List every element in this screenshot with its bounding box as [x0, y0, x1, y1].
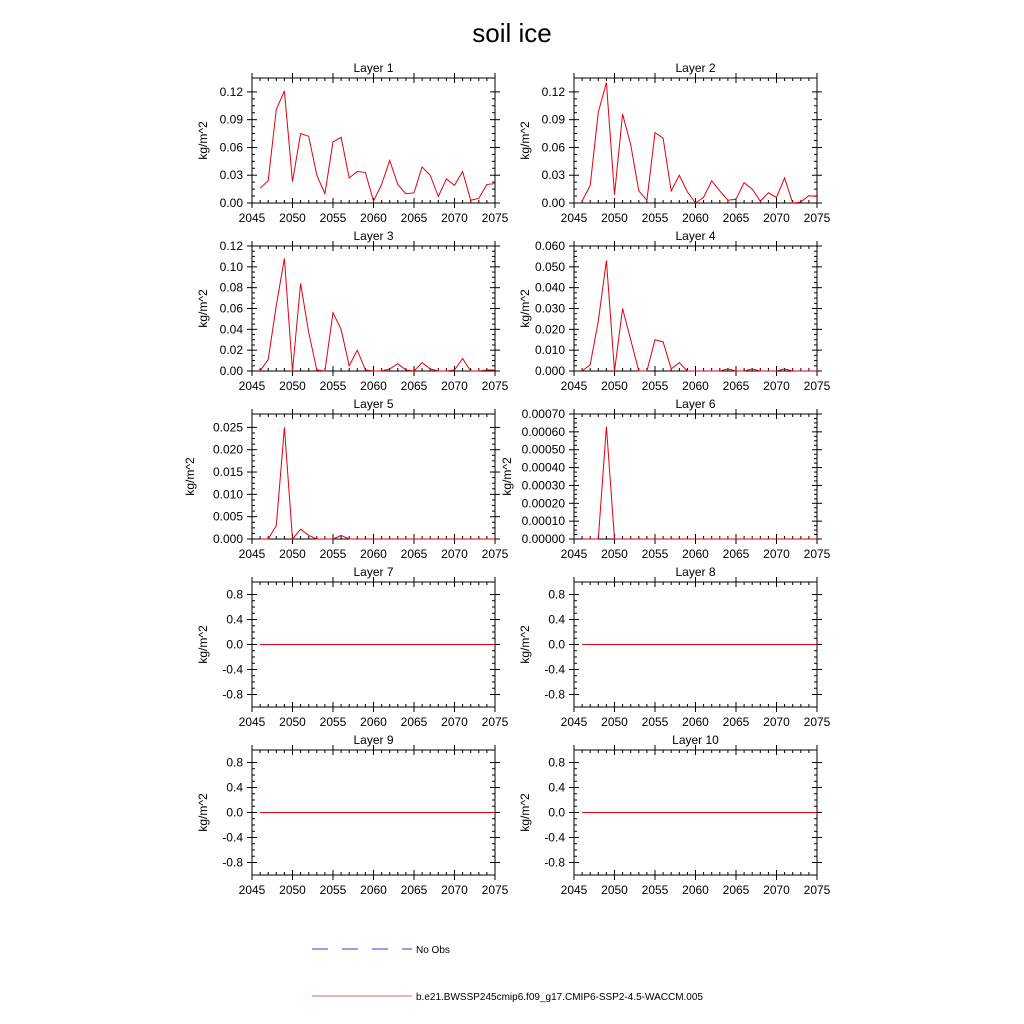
layer-9-title: Layer 9	[353, 733, 394, 747]
layer-6-ytick-label: 0.00060	[521, 424, 565, 439]
layer-2-xtick-label: 2045	[560, 211, 588, 225]
layer-9-xtick-label: 2065	[400, 883, 428, 897]
layer-1-xtick-label: 2050	[279, 211, 306, 225]
layer-2-xtick-label: 2055	[641, 211, 669, 225]
layer-3-ytick-label: 0.06	[219, 301, 243, 316]
layer-3-xtick-label: 2065	[400, 379, 428, 393]
layer-10-xtick-label: 2055	[641, 883, 669, 897]
layer-10-xtick-label: 2070	[763, 883, 790, 897]
layer-2-panel	[518, 61, 831, 225]
layer-8-ytick-label: 0.8	[548, 587, 565, 602]
layer-4-xtick-label: 2070	[763, 379, 790, 393]
legend-no-obs-label: No Obs	[416, 945, 450, 956]
layer-9-ytick-label: 0.0	[226, 805, 243, 820]
layer-6-ytick-label: 0.00050	[521, 442, 565, 457]
layer-2-title: Layer 2	[675, 61, 716, 75]
layer-4-series-line	[582, 261, 817, 371]
layer-3-series-line	[260, 259, 495, 372]
layer-1-xtick-label: 2055	[319, 211, 347, 225]
layer-7-title: Layer 7	[353, 565, 394, 579]
layer-8-ylabel: kg/m^2	[518, 625, 532, 664]
layer-1-xtick-label: 2045	[238, 211, 266, 225]
layer-5-xtick-label: 2060	[360, 547, 387, 561]
layer-6-xtick-label: 2060	[682, 547, 709, 561]
layer-6-xtick-label: 2055	[641, 547, 669, 561]
layer-5-ytick-label: 0.020	[212, 442, 243, 457]
layer-8-xtick-label: 2055	[641, 715, 669, 729]
layer-4-xtick-label: 2045	[560, 379, 588, 393]
layer-4-ylabel: kg/m^2	[518, 289, 532, 328]
layer-4-ytick-label: 0.050	[534, 259, 565, 274]
layer-4-ytick-label: 0.020	[534, 322, 565, 337]
layer-4-ytick-label: 0.010	[534, 343, 565, 358]
layer-6-panel	[500, 397, 831, 561]
layer-1-panel	[196, 61, 509, 225]
layer-6-ytick-label: 0.00030	[521, 478, 565, 493]
layer-8-title: Layer 8	[675, 565, 716, 579]
layer-8-xtick-label: 2070	[763, 715, 790, 729]
layer-5-ytick-label: 0.000	[212, 532, 243, 546]
layer-10-ylabel: kg/m^2	[518, 793, 532, 832]
layer-6-series-line	[582, 427, 817, 540]
layer-10-ytick-label: -0.4	[544, 830, 565, 845]
layer-7-xtick-label: 2070	[441, 715, 468, 729]
layer-3-ytick-label: 0.02	[219, 343, 243, 358]
layer-6-xtick-label: 2070	[763, 547, 790, 561]
layer-7-ylabel: kg/m^2	[196, 625, 210, 664]
layer-9-panel	[196, 733, 509, 897]
layer-7-xtick-label: 2045	[238, 715, 266, 729]
layer-3-ytick-label: 0.08	[219, 280, 243, 295]
layer-5-title: Layer 5	[353, 397, 394, 411]
layer-1-ytick-label: 0.12	[219, 84, 243, 99]
layer-4-ytick-label: 0.040	[534, 280, 565, 295]
layer-3-xtick-label: 2070	[441, 379, 468, 393]
layer-6-ytick-label: 0.00010	[521, 514, 565, 529]
layer-5-xtick-label: 2065	[400, 547, 428, 561]
layer-1-ytick-label: 0.03	[219, 168, 243, 183]
layer-7-xtick-label: 2060	[360, 715, 387, 729]
layer-6-ytick-label: 0.00000	[521, 532, 565, 546]
layer-5-panel	[183, 397, 509, 561]
layer-9-ytick-label: -0.8	[222, 855, 243, 870]
layer-9-xtick-label: 2055	[319, 883, 347, 897]
layer-1-xtick-label: 2070	[441, 211, 468, 225]
layer-2-ytick-label: 0.06	[541, 140, 565, 155]
layer-8-xtick-label: 2045	[560, 715, 588, 729]
layer-3-ytick-label: 0.10	[219, 259, 243, 274]
layer-7-ytick-label: 0.8	[226, 587, 243, 602]
layer-6-xtick-label: 2075	[803, 547, 831, 561]
layer-9-xtick-label: 2050	[279, 883, 306, 897]
layer-7-xtick-label: 2075	[481, 715, 509, 729]
layer-2-xtick-label: 2075	[803, 211, 831, 225]
layer-8-ytick-label: -0.4	[544, 662, 565, 677]
layer-4-xtick-label: 2050	[601, 379, 628, 393]
layer-1-xtick-label: 2060	[360, 211, 387, 225]
layer-6-xtick-label: 2050	[601, 547, 628, 561]
layer-3-xtick-label: 2075	[481, 379, 509, 393]
layer-7-ytick-label: -0.4	[222, 662, 243, 677]
layer-10-ytick-label: 0.0	[548, 805, 565, 820]
layer-5-xtick-label: 2070	[441, 547, 468, 561]
layer-2-xtick-label: 2070	[763, 211, 790, 225]
layer-4-xtick-label: 2065	[722, 379, 750, 393]
layer-3-ytick-label: 0.00	[219, 364, 243, 378]
layer-4-ytick-label: 0.000	[534, 364, 565, 378]
layer-10-ytick-label: -0.8	[544, 855, 565, 870]
layer-5-ylabel: kg/m^2	[183, 457, 197, 496]
layer-2-ytick-label: 0.00	[541, 196, 565, 210]
layer-7-panel	[196, 565, 509, 729]
layer-2-xtick-label: 2065	[722, 211, 750, 225]
layer-2-ytick-label: 0.09	[541, 112, 565, 127]
layer-7-ytick-label: -0.8	[222, 687, 243, 702]
layer-8-xtick-label: 2050	[601, 715, 628, 729]
layer-2-ylabel: kg/m^2	[518, 121, 532, 160]
layer-3-xtick-label: 2050	[279, 379, 306, 393]
layer-9-xtick-label: 2070	[441, 883, 468, 897]
layer-9-ytick-label: 0.8	[226, 755, 243, 770]
layer-5-xtick-label: 2050	[279, 547, 306, 561]
layer-9-ylabel: kg/m^2	[196, 793, 210, 832]
layer-7-xtick-label: 2065	[400, 715, 428, 729]
layer-6-title: Layer 6	[675, 397, 716, 411]
layer-5-ytick-label: 0.010	[212, 487, 243, 502]
layer-4-title: Layer 4	[675, 229, 716, 243]
layer-5-xtick-label: 2045	[238, 547, 266, 561]
layer-8-ytick-label: 0.0	[548, 637, 565, 652]
layer-8-xtick-label: 2075	[803, 715, 831, 729]
layer-10-xtick-label: 2045	[560, 883, 588, 897]
layer-10-xtick-label: 2075	[803, 883, 831, 897]
layer-9-ytick-label: -0.4	[222, 830, 243, 845]
layer-2-series-line	[582, 83, 817, 203]
layer-6-ytick-label: 0.00070	[521, 407, 565, 421]
layer-1-xtick-label: 2075	[481, 211, 509, 225]
layer-3-xtick-label: 2055	[319, 379, 347, 393]
layer-3-xtick-label: 2045	[238, 379, 266, 393]
layer-7-ytick-label: 0.0	[226, 637, 243, 652]
layer-3-xtick-label: 2060	[360, 379, 387, 393]
layer-8-panel	[518, 565, 831, 729]
legend-model-label: b.e21.BWSSP245cmip6.f09_g17.CMIP6-SSP2-4.5-WACCM.005	[416, 992, 703, 1003]
layer-5-ytick-label: 0.005	[212, 509, 243, 524]
layer-2-xtick-label: 2060	[682, 211, 709, 225]
layer-5-xtick-label: 2055	[319, 547, 347, 561]
layer-10-ytick-label: 0.4	[548, 780, 565, 795]
layer-1-ytick-label: 0.06	[219, 140, 243, 155]
layer-6-xtick-label: 2065	[722, 547, 750, 561]
panel-grid	[183, 61, 831, 897]
layer-4-xtick-label: 2060	[682, 379, 709, 393]
layer-1-ylabel: kg/m^2	[196, 121, 210, 160]
legend	[312, 945, 703, 1003]
layer-7-xtick-label: 2055	[319, 715, 347, 729]
layer-3-ytick-label: 0.04	[219, 322, 243, 337]
layer-4-xtick-label: 2055	[641, 379, 669, 393]
layer-1-title: Layer 1	[353, 61, 394, 75]
layer-4-ytick-label: 0.030	[534, 301, 565, 316]
layer-7-ytick-label: 0.4	[226, 612, 243, 627]
layer-8-xtick-label: 2060	[682, 715, 709, 729]
layer-8-ytick-label: 0.4	[548, 612, 565, 627]
layer-6-xtick-label: 2045	[560, 547, 588, 561]
layer-5-xtick-label: 2075	[481, 547, 509, 561]
layer-2-xtick-label: 2050	[601, 211, 628, 225]
layer-2-ytick-label: 0.12	[541, 84, 565, 99]
layer-4-frame	[574, 246, 817, 371]
layer-10-xtick-label: 2050	[601, 883, 628, 897]
layer-4-ytick-label: 0.060	[534, 239, 565, 253]
layer-3-panel	[196, 229, 509, 393]
layer-1-series-line	[260, 91, 495, 201]
layer-3-ytick-label: 0.12	[219, 239, 243, 253]
layer-10-xtick-label: 2065	[722, 883, 750, 897]
layer-9-ytick-label: 0.4	[226, 780, 243, 795]
layer-3-ylabel: kg/m^2	[196, 289, 210, 328]
layer-6-ytick-label: 0.00020	[521, 496, 565, 511]
layer-4-xtick-label: 2075	[803, 379, 831, 393]
layer-9-xtick-label: 2075	[481, 883, 509, 897]
layer-10-ytick-label: 0.8	[548, 755, 565, 770]
layer-10-title: Layer 10	[672, 733, 719, 747]
layer-8-ytick-label: -0.8	[544, 687, 565, 702]
layer-9-xtick-label: 2060	[360, 883, 387, 897]
layer-5-series-line	[260, 427, 495, 539]
layer-2-ytick-label: 0.03	[541, 168, 565, 183]
figure-title: soil ice	[472, 18, 552, 48]
layer-9-xtick-label: 2045	[238, 883, 266, 897]
layer-6-ytick-label: 0.00040	[521, 460, 565, 475]
layer-4-panel	[518, 229, 831, 393]
layer-10-xtick-label: 2060	[682, 883, 709, 897]
layer-5-ytick-label: 0.025	[212, 420, 243, 435]
layer-1-ytick-label: 0.00	[219, 196, 243, 210]
layer-10-panel	[518, 733, 831, 897]
layer-3-title: Layer 3	[353, 229, 394, 243]
layer-1-xtick-label: 2065	[400, 211, 428, 225]
layer-7-xtick-label: 2050	[279, 715, 306, 729]
layer-8-xtick-label: 2065	[722, 715, 750, 729]
layer-6-ylabel: kg/m^2	[500, 457, 514, 496]
layer-1-ytick-label: 0.09	[219, 112, 243, 127]
layer-5-ytick-label: 0.015	[212, 465, 243, 480]
